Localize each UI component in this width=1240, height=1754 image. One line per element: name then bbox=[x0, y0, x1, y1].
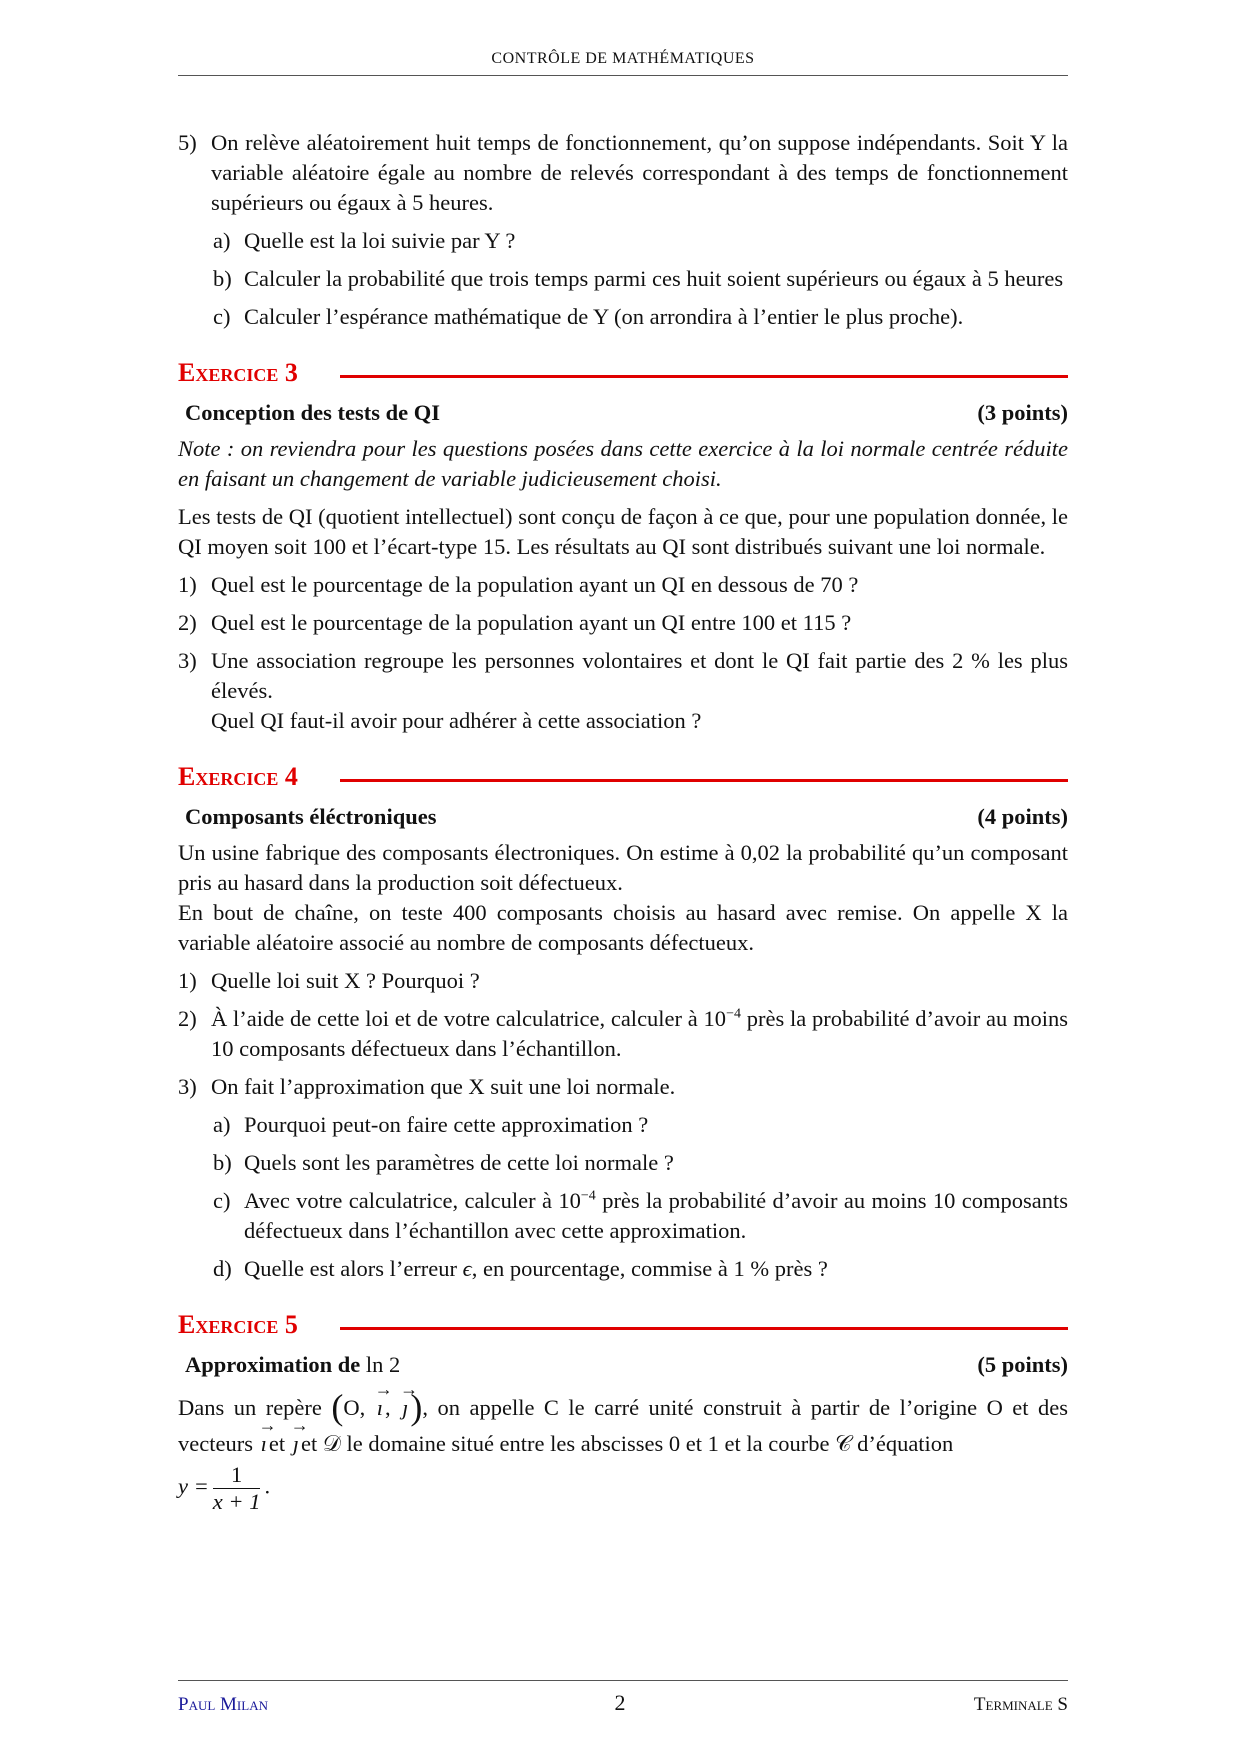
curve-symbol: 𝒞 bbox=[835, 1431, 852, 1456]
intro-text-1: Dans un repère bbox=[178, 1395, 322, 1420]
intro-text-4: et bbox=[301, 1431, 318, 1456]
footer-rule bbox=[178, 1680, 1068, 1681]
intro-sentence-2: En bout de chaîne, on teste 400 composants choisis au hasard avec remise. On appelle X la variable aléatoire associé au nombre de composants défectueux. bbox=[178, 900, 1068, 955]
sub-question-a bbox=[178, 226, 1068, 256]
sub-question-text: Pourquoi peut-on faire cette approximation ? bbox=[244, 1112, 649, 1137]
question-text: Une association regroupe les personnes volontaires et dont le QI fait partie des 2 % les plus élevés. bbox=[211, 648, 1068, 703]
question-number: 1) bbox=[178, 572, 197, 597]
exercise-3-subheading bbox=[178, 398, 1068, 432]
exercise-4-subheading bbox=[178, 802, 1068, 836]
question-text-continued: Quel QI faut-il avoir pour adhérer à cette association ? bbox=[211, 708, 702, 733]
left-paren: ( bbox=[331, 1387, 344, 1427]
sub-question-b bbox=[178, 264, 1068, 294]
sub-question-text: Quelle est alors l’erreur bbox=[244, 1256, 463, 1281]
sub-question-b bbox=[178, 1148, 1068, 1178]
question-2 bbox=[178, 1004, 1068, 1064]
question-number: 5) bbox=[178, 130, 197, 155]
sub-question-text: Quels sont les paramètres de cette loi normale ? bbox=[244, 1150, 674, 1175]
equation-fraction bbox=[213, 1462, 261, 1515]
exercise-points: (3 points) bbox=[977, 400, 1068, 425]
sub-question-text-end: près la probabilité d’avoir au moins 10 composants défectueux dans l’échantillon avec cette approximation. bbox=[244, 1188, 1068, 1243]
vector-i: → ı bbox=[375, 1390, 385, 1426]
exercise-rule bbox=[340, 375, 1068, 378]
question-text: On fait l’approximation que X suit une loi normale. bbox=[211, 1074, 676, 1099]
sub-question-d bbox=[178, 1254, 1068, 1284]
question-3 bbox=[178, 1072, 1068, 1102]
exercise-points: (4 points) bbox=[977, 804, 1068, 829]
sub-question-text: Calculer l’espérance mathématique de Y (on arrondira à l’entier le plus proche). bbox=[244, 304, 964, 329]
exercise-4-heading bbox=[178, 762, 1068, 798]
exercise-intro: Les tests de QI (quotient intellectuel) sont conçu de façon à ce que, pour une population donnée, le QI moyen soit 100 et l’écart-type 15. Les résultats au QI sont distribués suivant une loi normale. bbox=[178, 504, 1068, 559]
domain-symbol: 𝒟 bbox=[322, 1431, 341, 1456]
sub-question-number: b) bbox=[213, 1150, 232, 1175]
epsilon-symbol: ϵ bbox=[462, 1256, 472, 1281]
question-1 bbox=[178, 966, 1068, 996]
question-text: À l’aide de cette loi et de votre calculatrice, calculer à 10 bbox=[211, 1006, 727, 1031]
sub-question-text-end: , en pourcentage, commise à 1 % près ? bbox=[471, 1256, 828, 1281]
question-2 bbox=[178, 608, 1068, 638]
exponent: −4 bbox=[726, 1006, 741, 1022]
fraction-denominator: x + 1 bbox=[212, 1489, 261, 1514]
question-number: 3) bbox=[178, 648, 197, 673]
fraction-numerator: 1 bbox=[213, 1462, 261, 1489]
exercise-subtitle: Approximation de bbox=[185, 1352, 361, 1377]
footer-class: Terminale S bbox=[973, 1694, 1068, 1715]
sub-question-number: b) bbox=[213, 266, 232, 291]
sub-question-c bbox=[178, 302, 1068, 332]
sub-question-a bbox=[178, 1110, 1068, 1140]
sub-question-number: d) bbox=[213, 1256, 232, 1281]
exercise-5-subheading bbox=[178, 1350, 1068, 1384]
equation-end: . bbox=[264, 1473, 271, 1499]
exercise-intro bbox=[178, 838, 1068, 958]
intro-text-5: le domaine situé entre les abscisses 0 et 1 et la courbe bbox=[346, 1431, 830, 1456]
intro-text-6: d’équation bbox=[857, 1431, 954, 1456]
footer-author: Paul Milan bbox=[178, 1694, 268, 1715]
question-text: Quelle loi suit X ? Pourquoi ? bbox=[211, 968, 480, 993]
question-text: On relève aléatoirement huit temps de fonctionnement, qu’on suppose indépendants. Soit Y la variable aléatoire égale au nombre de relevés correspondant à des temps de fonctionnement supérieurs ou égaux à 5 heures. bbox=[211, 130, 1068, 215]
sub-question-text: Calculer la probabilité que trois temps parmi ces huit soient supérieurs ou égaux à 5 heures bbox=[244, 266, 1064, 291]
exercise-3-heading bbox=[178, 358, 1068, 394]
question-number: 2) bbox=[178, 610, 197, 635]
question-number: 3) bbox=[178, 1074, 197, 1099]
exercise-rule bbox=[340, 779, 1068, 782]
exercise-title: Exercice 3 bbox=[178, 358, 298, 387]
question-1 bbox=[178, 570, 1068, 600]
exercise-points: (5 points) bbox=[977, 1352, 1068, 1377]
vector-j: → ȷ bbox=[400, 1390, 410, 1426]
ln2-math: ln 2 bbox=[365, 1352, 401, 1377]
question-text: Quel est le pourcentage de la population ayant un QI entre 100 et 115 ? bbox=[211, 610, 852, 635]
page-number: 2 bbox=[614, 1690, 626, 1715]
sub-question-number: a) bbox=[213, 228, 231, 253]
sub-question-text: Avec votre calculatrice, calculer à 10 bbox=[244, 1188, 581, 1213]
right-paren: ) bbox=[410, 1387, 423, 1427]
question-3 bbox=[178, 646, 1068, 736]
exercise-title: Exercice 4 bbox=[178, 762, 298, 791]
exercise-intro bbox=[178, 1387, 1069, 1515]
comma: , bbox=[385, 1395, 391, 1420]
origin-label: O, bbox=[343, 1395, 366, 1420]
exercise-rule bbox=[340, 1327, 1068, 1330]
vector-i-inline: → ı bbox=[259, 1426, 269, 1462]
sub-question-text: Quelle est la loi suivie par Y ? bbox=[244, 228, 516, 253]
question-text: Quel est le pourcentage de la population ayant un QI en dessous de 70 ? bbox=[211, 572, 859, 597]
document-body bbox=[178, 128, 1068, 1523]
exercise-note: Note : on reviendra pour les questions posées dans cette exercice à la loi normale centrée réduite en faisant un changement de variable judicieusement choisi. bbox=[178, 436, 1068, 491]
question-number: 2) bbox=[178, 1006, 197, 1031]
sub-question-number: c) bbox=[213, 304, 231, 329]
intro-text-2: , on appelle C le carré unité construit à partir de l’origine O et des vecteurs bbox=[178, 1395, 1069, 1456]
header-rule bbox=[178, 75, 1068, 76]
exponent: −4 bbox=[580, 1188, 596, 1204]
question-text-end: près la probabilité d’avoir au moins 10 composants défectueux dans l’échantillon. bbox=[211, 1006, 1068, 1061]
vector-j-inline: → ȷ bbox=[291, 1426, 301, 1462]
sub-question-number: a) bbox=[213, 1112, 231, 1137]
intro-text-3: et bbox=[268, 1431, 286, 1456]
exercise-title: Exercice 5 bbox=[178, 1310, 298, 1339]
equation-lhs: y = bbox=[178, 1473, 209, 1499]
exercise-subtitle-group bbox=[185, 1350, 400, 1380]
running-header: CONTRÔLE DE MATHÉMATIQUES bbox=[491, 50, 755, 67]
exercise-subtitle: Composants éléctroniques bbox=[185, 804, 437, 829]
intro-sentence-1: Un usine fabrique des composants électroniques. On estime à 0,02 la probabilité qu’un composant pris au hasard dans la production soit défectueux. bbox=[178, 840, 1068, 895]
exercise-subtitle: Conception des tests de QI bbox=[185, 400, 441, 425]
question-number: 1) bbox=[178, 968, 197, 993]
question-5 bbox=[178, 128, 1068, 218]
sub-question-c bbox=[178, 1186, 1068, 1246]
exercise-5-heading bbox=[178, 1310, 1068, 1346]
sub-question-number: c) bbox=[213, 1188, 231, 1213]
